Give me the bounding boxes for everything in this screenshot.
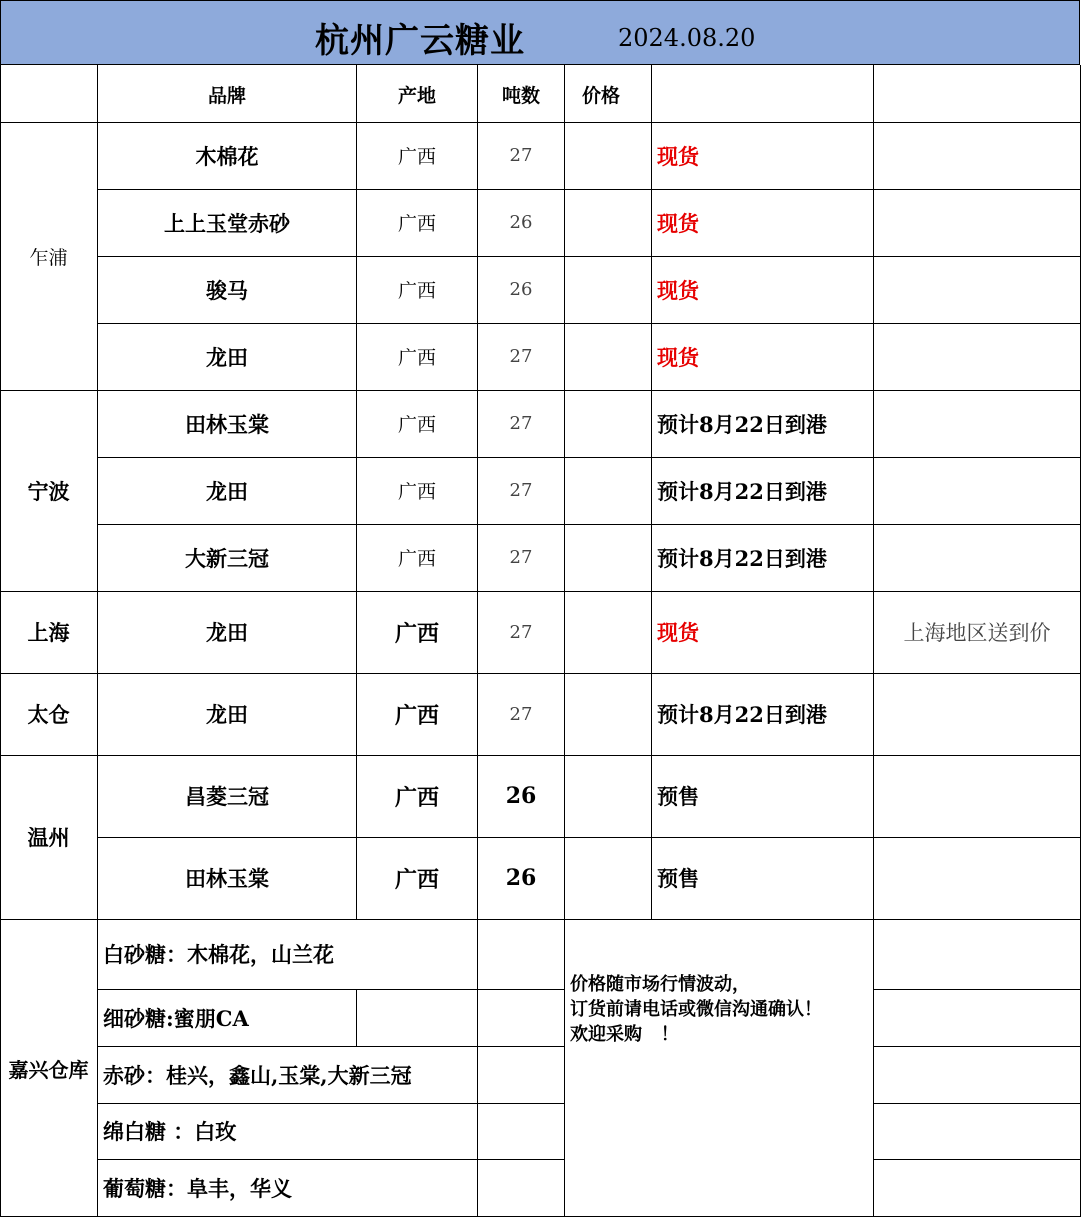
warehouse-ningbo: 宁波 bbox=[27, 478, 70, 504]
notice-line: 价格随市场行情波动， bbox=[570, 974, 750, 995]
status-cell: 预售 bbox=[657, 866, 699, 891]
status-cell: 预计8月22日到港 bbox=[657, 545, 827, 571]
origin-cell: 广西 bbox=[397, 414, 436, 436]
sugar-line: 赤砂：桂兴，鑫山,玉棠,大新三冠 bbox=[103, 1062, 412, 1088]
origin-cell: 广西 bbox=[394, 702, 439, 729]
status-cell: 现货 bbox=[657, 277, 699, 303]
col-header-price: 价格 bbox=[582, 84, 621, 107]
tons-cell: 27 bbox=[509, 346, 533, 367]
warehouse-taicang: 太仓 bbox=[27, 702, 70, 727]
status-cell: 现货 bbox=[657, 344, 699, 370]
title-bar bbox=[0, 0, 1080, 65]
status-cell: 现货 bbox=[657, 620, 699, 645]
brand-cell: 昌菱三冠 bbox=[185, 784, 269, 809]
warehouse-shanghai: 上海 bbox=[27, 620, 70, 645]
brand-cell: 田林玉棠 bbox=[185, 411, 269, 437]
origin-cell: 广西 bbox=[397, 548, 436, 570]
tons-cell: 27 bbox=[509, 703, 533, 725]
notice-line: 欢迎采购 ！ bbox=[570, 1024, 679, 1045]
origin-cell: 广西 bbox=[394, 784, 439, 811]
origin-cell: 广西 bbox=[397, 347, 436, 369]
tons-cell: 27 bbox=[509, 480, 533, 501]
tons-cell: 26 bbox=[505, 865, 537, 891]
warehouse-zhapu: 乍浦 bbox=[29, 246, 68, 269]
status-cell: 现货 bbox=[657, 143, 699, 169]
col-header-tons: 吨数 bbox=[501, 84, 540, 107]
tons-cell: 27 bbox=[509, 413, 533, 434]
brand-cell: 大新三冠 bbox=[185, 545, 269, 571]
tons-cell: 26 bbox=[509, 279, 533, 300]
status-cell: 预计8月22日到港 bbox=[657, 702, 827, 727]
sugar-line: 细砂糖:蜜朋CA bbox=[103, 1005, 249, 1031]
company-title: 杭州广云糖业 bbox=[315, 21, 525, 61]
brand-cell: 田林玉棠 bbox=[185, 866, 269, 891]
note-cell: 上海地区送到价 bbox=[903, 621, 1051, 645]
notice-line: 订货前请电话或微信沟通确认！ bbox=[570, 999, 822, 1020]
origin-cell: 广西 bbox=[394, 866, 439, 893]
brand-cell: 龙田 bbox=[206, 478, 248, 504]
brand-cell: 龙田 bbox=[206, 620, 248, 645]
brand-cell: 龙田 bbox=[206, 344, 248, 370]
price-notice bbox=[570, 972, 822, 1047]
brand-cell: 上上玉堂赤砂 bbox=[164, 210, 290, 236]
warehouse-wenzhou: 温州 bbox=[27, 825, 70, 850]
status-cell: 预售 bbox=[657, 784, 699, 809]
warehouse-jiaxing: 嘉兴仓库 bbox=[8, 1057, 89, 1082]
origin-cell: 广西 bbox=[397, 481, 436, 503]
sugar-line: 葡萄糖：阜丰，华义 bbox=[103, 1175, 292, 1201]
origin-cell: 广西 bbox=[394, 620, 439, 647]
tons-cell: 27 bbox=[509, 621, 533, 643]
col-header-origin: 产地 bbox=[397, 84, 436, 107]
tons-cell: 27 bbox=[509, 547, 533, 568]
brand-cell: 骏马 bbox=[206, 277, 248, 303]
status-cell: 预计8月22日到港 bbox=[657, 478, 827, 504]
sheet-date: 2024.08.20 bbox=[618, 24, 756, 52]
sugar-line: 白砂糖：木棉花，山兰花 bbox=[103, 942, 334, 967]
brand-cell: 木棉花 bbox=[195, 143, 259, 169]
origin-cell: 广西 bbox=[397, 280, 436, 302]
status-cell: 现货 bbox=[657, 210, 699, 236]
tons-cell: 27 bbox=[509, 145, 533, 166]
status-cell: 预计8月22日到港 bbox=[657, 411, 827, 437]
col-header-brand: 品牌 bbox=[207, 84, 246, 107]
brand-cell: 龙田 bbox=[206, 702, 248, 727]
origin-cell: 广西 bbox=[397, 213, 436, 235]
tons-cell: 26 bbox=[509, 212, 533, 233]
tons-cell: 26 bbox=[505, 783, 537, 809]
origin-cell: 广西 bbox=[397, 146, 436, 168]
sugar-line: 绵白糖 ：白玫 bbox=[103, 1119, 237, 1144]
